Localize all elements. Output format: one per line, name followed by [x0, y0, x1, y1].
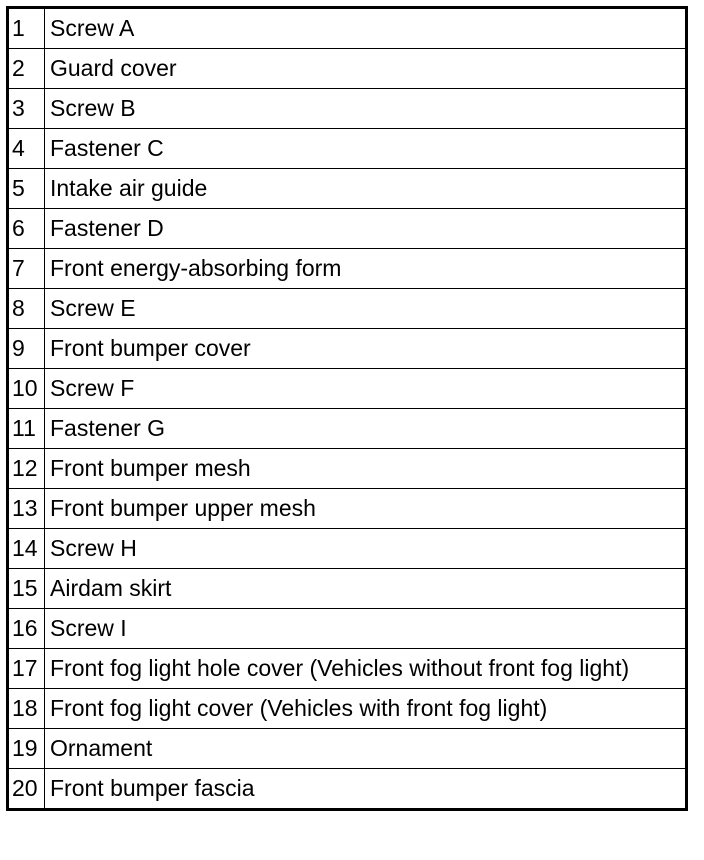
part-number-cell: 14	[8, 529, 45, 569]
part-name-cell: Front bumper mesh	[45, 449, 687, 489]
part-name-cell: Screw A	[45, 8, 687, 49]
table-row	[8, 729, 687, 769]
part-name-cell: Screw E	[45, 289, 687, 329]
part-name-cell: Screw H	[45, 529, 687, 569]
part-name-cell: Front bumper cover	[45, 329, 687, 369]
table-row	[8, 8, 687, 49]
part-number-cell: 1	[8, 8, 45, 49]
part-name-cell: Screw F	[45, 369, 687, 409]
part-number-cell: 13	[8, 489, 45, 529]
part-number-cell: 9	[8, 329, 45, 369]
parts-table-body	[8, 8, 687, 810]
table-row	[8, 649, 687, 689]
part-name-cell: Front fog light cover (Vehicles with front fog light)	[45, 689, 687, 729]
part-number-cell: 20	[8, 769, 45, 810]
table-row	[8, 489, 687, 529]
table-row	[8, 769, 687, 810]
part-name-cell: Front energy-absorbing form	[45, 249, 687, 289]
part-number-cell: 16	[8, 609, 45, 649]
table-row	[8, 329, 687, 369]
part-number-cell: 4	[8, 129, 45, 169]
table-row	[8, 449, 687, 489]
part-name-cell: Ornament	[45, 729, 687, 769]
part-number-cell: 15	[8, 569, 45, 609]
part-number-cell: 12	[8, 449, 45, 489]
parts-legend-table	[6, 6, 688, 811]
part-name-cell: Fastener G	[45, 409, 687, 449]
part-name-cell: Screw B	[45, 89, 687, 129]
table-row	[8, 249, 687, 289]
part-number-cell: 18	[8, 689, 45, 729]
part-number-cell: 11	[8, 409, 45, 449]
table-row	[8, 569, 687, 609]
part-number-cell: 17	[8, 649, 45, 689]
part-number-cell: 3	[8, 89, 45, 129]
table-row	[8, 129, 687, 169]
part-name-cell: Airdam skirt	[45, 569, 687, 609]
part-name-cell: Front fog light hole cover (Vehicles without front fog light)	[45, 649, 687, 689]
table-row	[8, 89, 687, 129]
table-row	[8, 609, 687, 649]
part-name-cell: Screw I	[45, 609, 687, 649]
part-name-cell: Intake air guide	[45, 169, 687, 209]
part-name-cell: Guard cover	[45, 49, 687, 89]
table-row	[8, 169, 687, 209]
part-name-cell: Fastener C	[45, 129, 687, 169]
part-number-cell: 10	[8, 369, 45, 409]
part-number-cell: 7	[8, 249, 45, 289]
part-name-cell: Front bumper upper mesh	[45, 489, 687, 529]
part-number-cell: 8	[8, 289, 45, 329]
part-name-cell: Front bumper fascia	[45, 769, 687, 810]
table-row	[8, 49, 687, 89]
part-number-cell: 5	[8, 169, 45, 209]
part-name-cell: Fastener D	[45, 209, 687, 249]
table-row	[8, 369, 687, 409]
part-number-cell: 19	[8, 729, 45, 769]
table-row	[8, 209, 687, 249]
table-row	[8, 289, 687, 329]
part-number-cell: 6	[8, 209, 45, 249]
part-number-cell: 2	[8, 49, 45, 89]
table-row	[8, 689, 687, 729]
table-row	[8, 529, 687, 569]
table-row	[8, 409, 687, 449]
